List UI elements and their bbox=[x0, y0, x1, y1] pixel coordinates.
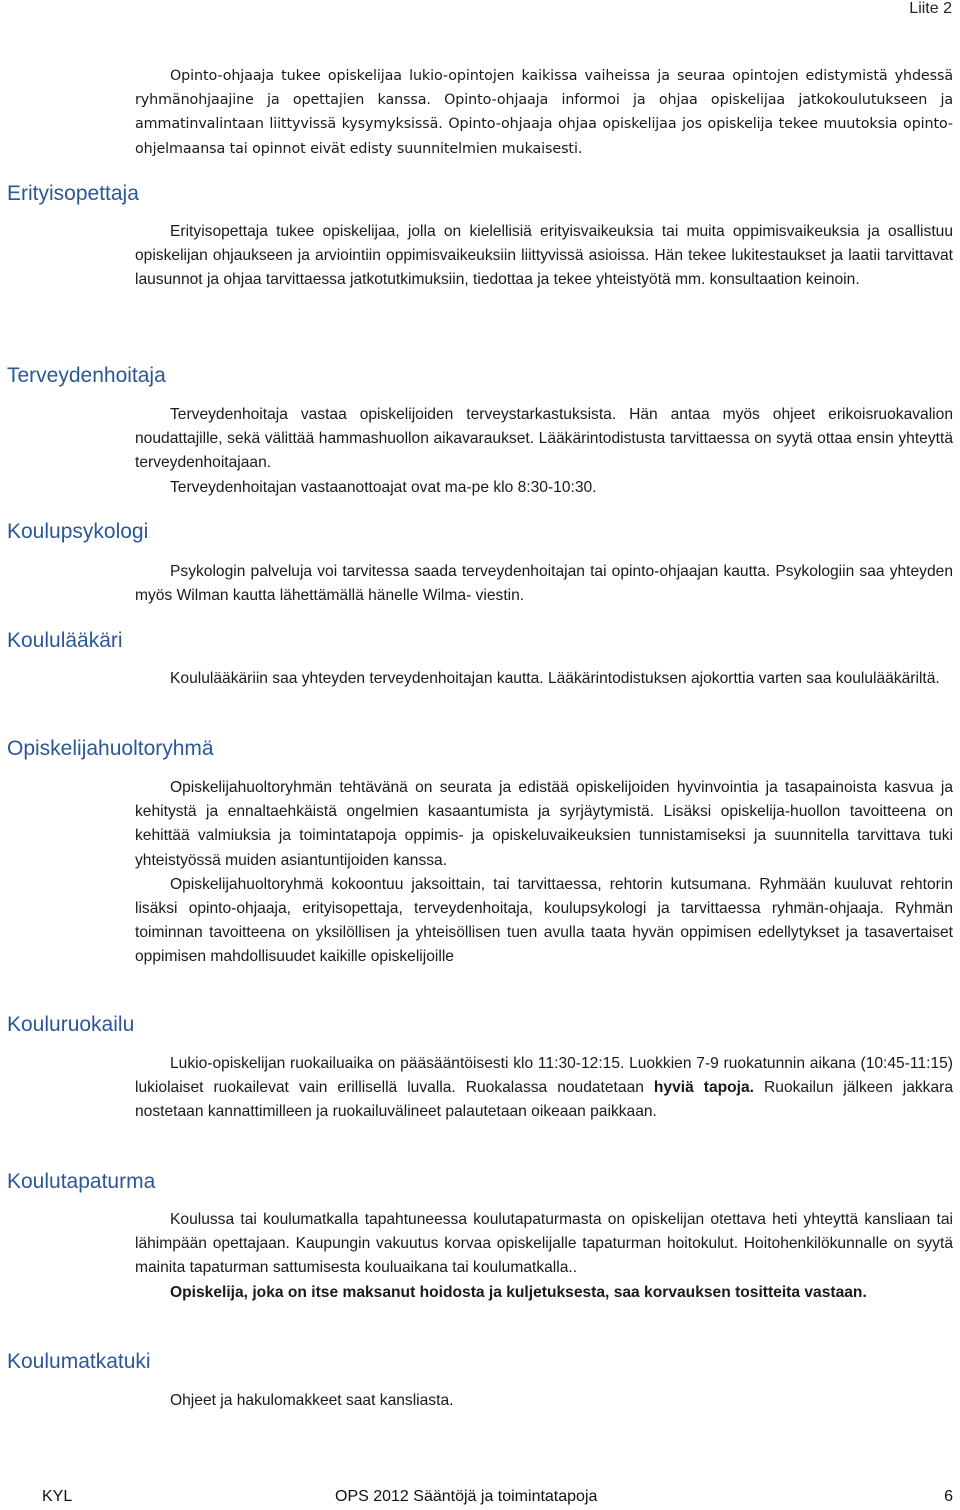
koulutapaturma-bold-text: Opiskelija, joka on itse maksanut hoidosta ja kuljetuksesta, saa korvauksen tositteita vastaan. bbox=[170, 1283, 867, 1301]
koulupsykologi-paragraph bbox=[135, 560, 953, 608]
footer-left-label: KYL bbox=[42, 1488, 73, 1505]
koulutapaturma-paragraph bbox=[135, 1208, 953, 1305]
koulumatkatuki-text: Ohjeet ja hakulomakkeet saat kansliasta. bbox=[170, 1392, 454, 1409]
kouluruokailu-text-b: Ruokailun jälkeen jakkara nostetaan kannattimilleen ja ruokailuvälineet palautetaan oikeaan paikkaan. bbox=[135, 1079, 954, 1121]
heading-erityisopettaja: Erityisopettaja bbox=[7, 182, 139, 205]
footer-document-title: OPS 2012 Sääntöjä ja toimintatapoja bbox=[335, 1488, 598, 1505]
intro-text: Opinto-ohjaaja tukee opiskelijaa lukio-opintojen kaikissa vaiheissa ja seuraa opintojen edistymistä yhdessä ryhmänohjaajine ja opettajien kanssa. Opinto-ohjaaja informoi ja ohjaa opiskelijaa jatkokoulutukseen ja ammatinvalintaan liittyvissä kysymyksissä. Opinto-ohjaaja ohjaa opiskelijaa jos opiskelija tekee muutoksia opinto-ohjelmaansa tai opinnot eivät edisty suunnitelmien mukaisesti. bbox=[135, 68, 953, 157]
opiskelijahuoltoryhma-text-1: Opiskelijahuoltoryhmän tehtävänä on seurata ja edistää opiskelijoiden hyvinvointia ja tasapainoista kasvua ja kehitystä ja ennaltaehkäistä ongelmien kasaantumista ja syrjäytymistä. Lisäksi opiskelija-huollon tavoitteena on kehittää valmiuksia ja toimintatapoja oppimis- ja opiskeluvaikeuksien tunnistamiseksi ja suunnitella tarvittava tuki yhteistyössä muiden asiantuntijoiden kanssa. bbox=[135, 779, 953, 869]
footer-page-number: 6 bbox=[944, 1488, 953, 1505]
erityisopettaja-text: Erityisopettaja tukee opiskelijaa, jolla on kielellisiä erityisvaikeuksia tai muita oppimisvaikeuksia ja osallistuu opiskelijan ohjaukseen ja arviointiin oppimisvaikeuksiin liittyvissä asioissa. Hän tekee lukitestaukset ja laatii tarvittavat lausunnot ja ohjaa tarvittaessa jatkotutkimuksiin, tiedottaa ja tekee yhteistyötä mm. konsultaation keinoin. bbox=[135, 223, 953, 289]
heading-koulumatkatuki: Koulumatkatuki bbox=[7, 1350, 151, 1373]
heading-terveydenhoitaja: Terveydenhoitaja bbox=[7, 364, 166, 387]
koulutapaturma-text: Koulussa tai koulumatkalla tapahtuneessa koulutapaturmasta on opiskelijan otettava heti yhteyttä kansliaan tai lähimpään opettajaan. Kaupungin vakuutus korvaa opiskelijalle tapaturman hoitokulut. Hoitohenkilökunnalle on syytä mainita tapaturman sattumisesta kouluaikana tai koulumatkalla.. bbox=[135, 1211, 953, 1277]
terveydenhoitaja-hours: Terveydenhoitajan vastaanottoajat ovat ma-pe klo 8:30-10:30. bbox=[170, 478, 597, 496]
koululaakari-text: Koululääkäriin saa yhteyden terveydenhoitajan kautta. Lääkärintodistuksen ajokorttia varten saa koululääkäriltä. bbox=[170, 670, 940, 687]
kouluruokailu-text bbox=[135, 1052, 953, 1125]
kouluruokailu-paragraph bbox=[135, 1052, 953, 1125]
page-header-label: Liite 2 bbox=[909, 0, 952, 17]
terveydenhoitaja-text: Terveydenhoitaja vastaa opiskelijoiden terveystarkastuksista. Hän antaa myös ohjeet erikoisruokavalion noudattajille, sekä välittää hammashuollon aikavaraukset. Lääkärintodistusta tarvittaessa on syytä ottaa ensin yhteyttä terveydenhoitajaan. bbox=[135, 406, 953, 472]
heading-koululaakari: Koululääkäri bbox=[7, 629, 123, 652]
heading-koulutapaturma: Koulutapaturma bbox=[7, 1170, 156, 1193]
terveydenhoitaja-paragraph bbox=[135, 403, 953, 500]
heading-opiskelijahuoltoryhma: Opiskelijahuoltoryhmä bbox=[7, 737, 214, 760]
opiskelijahuoltoryhma-text-2: Opiskelijahuoltoryhmä kokoontuu jaksoittain, tai tarvittaessa, rehtorin kutsumana. Ryhmään kuuluvat rehtorin lisäksi opinto-ohjaaja, erityisopettaja, terveydenhoitaja, koulupsykologi ja tarvittaessa ryhmän-ohjaaja. Ryhmän toiminnan tavoitteena on yksilöllisen ja yhteisöllisen tuen avulla taata hyvän oppimisen edellytykset ja tasavertaiset oppimisen mahdollisuudet kaikille opiskelijoille bbox=[135, 875, 953, 966]
koululaakari-paragraph bbox=[135, 667, 953, 691]
koulupsykologi-text: Psykologin palveluja voi tarvitessa saada terveydenhoitajan tai opinto-ohjaajan kautta. Psykologiin saa yhteyden myös Wilman kautta lähettämällä hänelle Wilma- viestin. bbox=[135, 563, 953, 605]
heading-kouluruokailu: Kouluruokailu bbox=[7, 1013, 135, 1036]
intro-paragraph bbox=[135, 64, 953, 161]
koulutapaturma-bold-note bbox=[135, 1281, 953, 1305]
erityisopettaja-paragraph bbox=[135, 220, 953, 293]
kouluruokailu-text-a: Lukio-opiskelijan ruokailuaika on pääsääntöisesti klo 11:30-12:15. Luokkien 7-9 ruokatunnin aikana (10:45-11:15) lukiolaiset ruokailevat vain erillisellä luvalla. Ruokalassa noudatetaan bbox=[135, 1055, 953, 1097]
kouluruokailu-bold-phrase: hyviä tapoja. bbox=[653, 1079, 755, 1097]
heading-koulupsykologi: Koulupsykologi bbox=[7, 520, 149, 543]
opiskelijahuoltoryhma-paragraph bbox=[135, 776, 953, 970]
koulumatkatuki-paragraph bbox=[135, 1389, 953, 1413]
